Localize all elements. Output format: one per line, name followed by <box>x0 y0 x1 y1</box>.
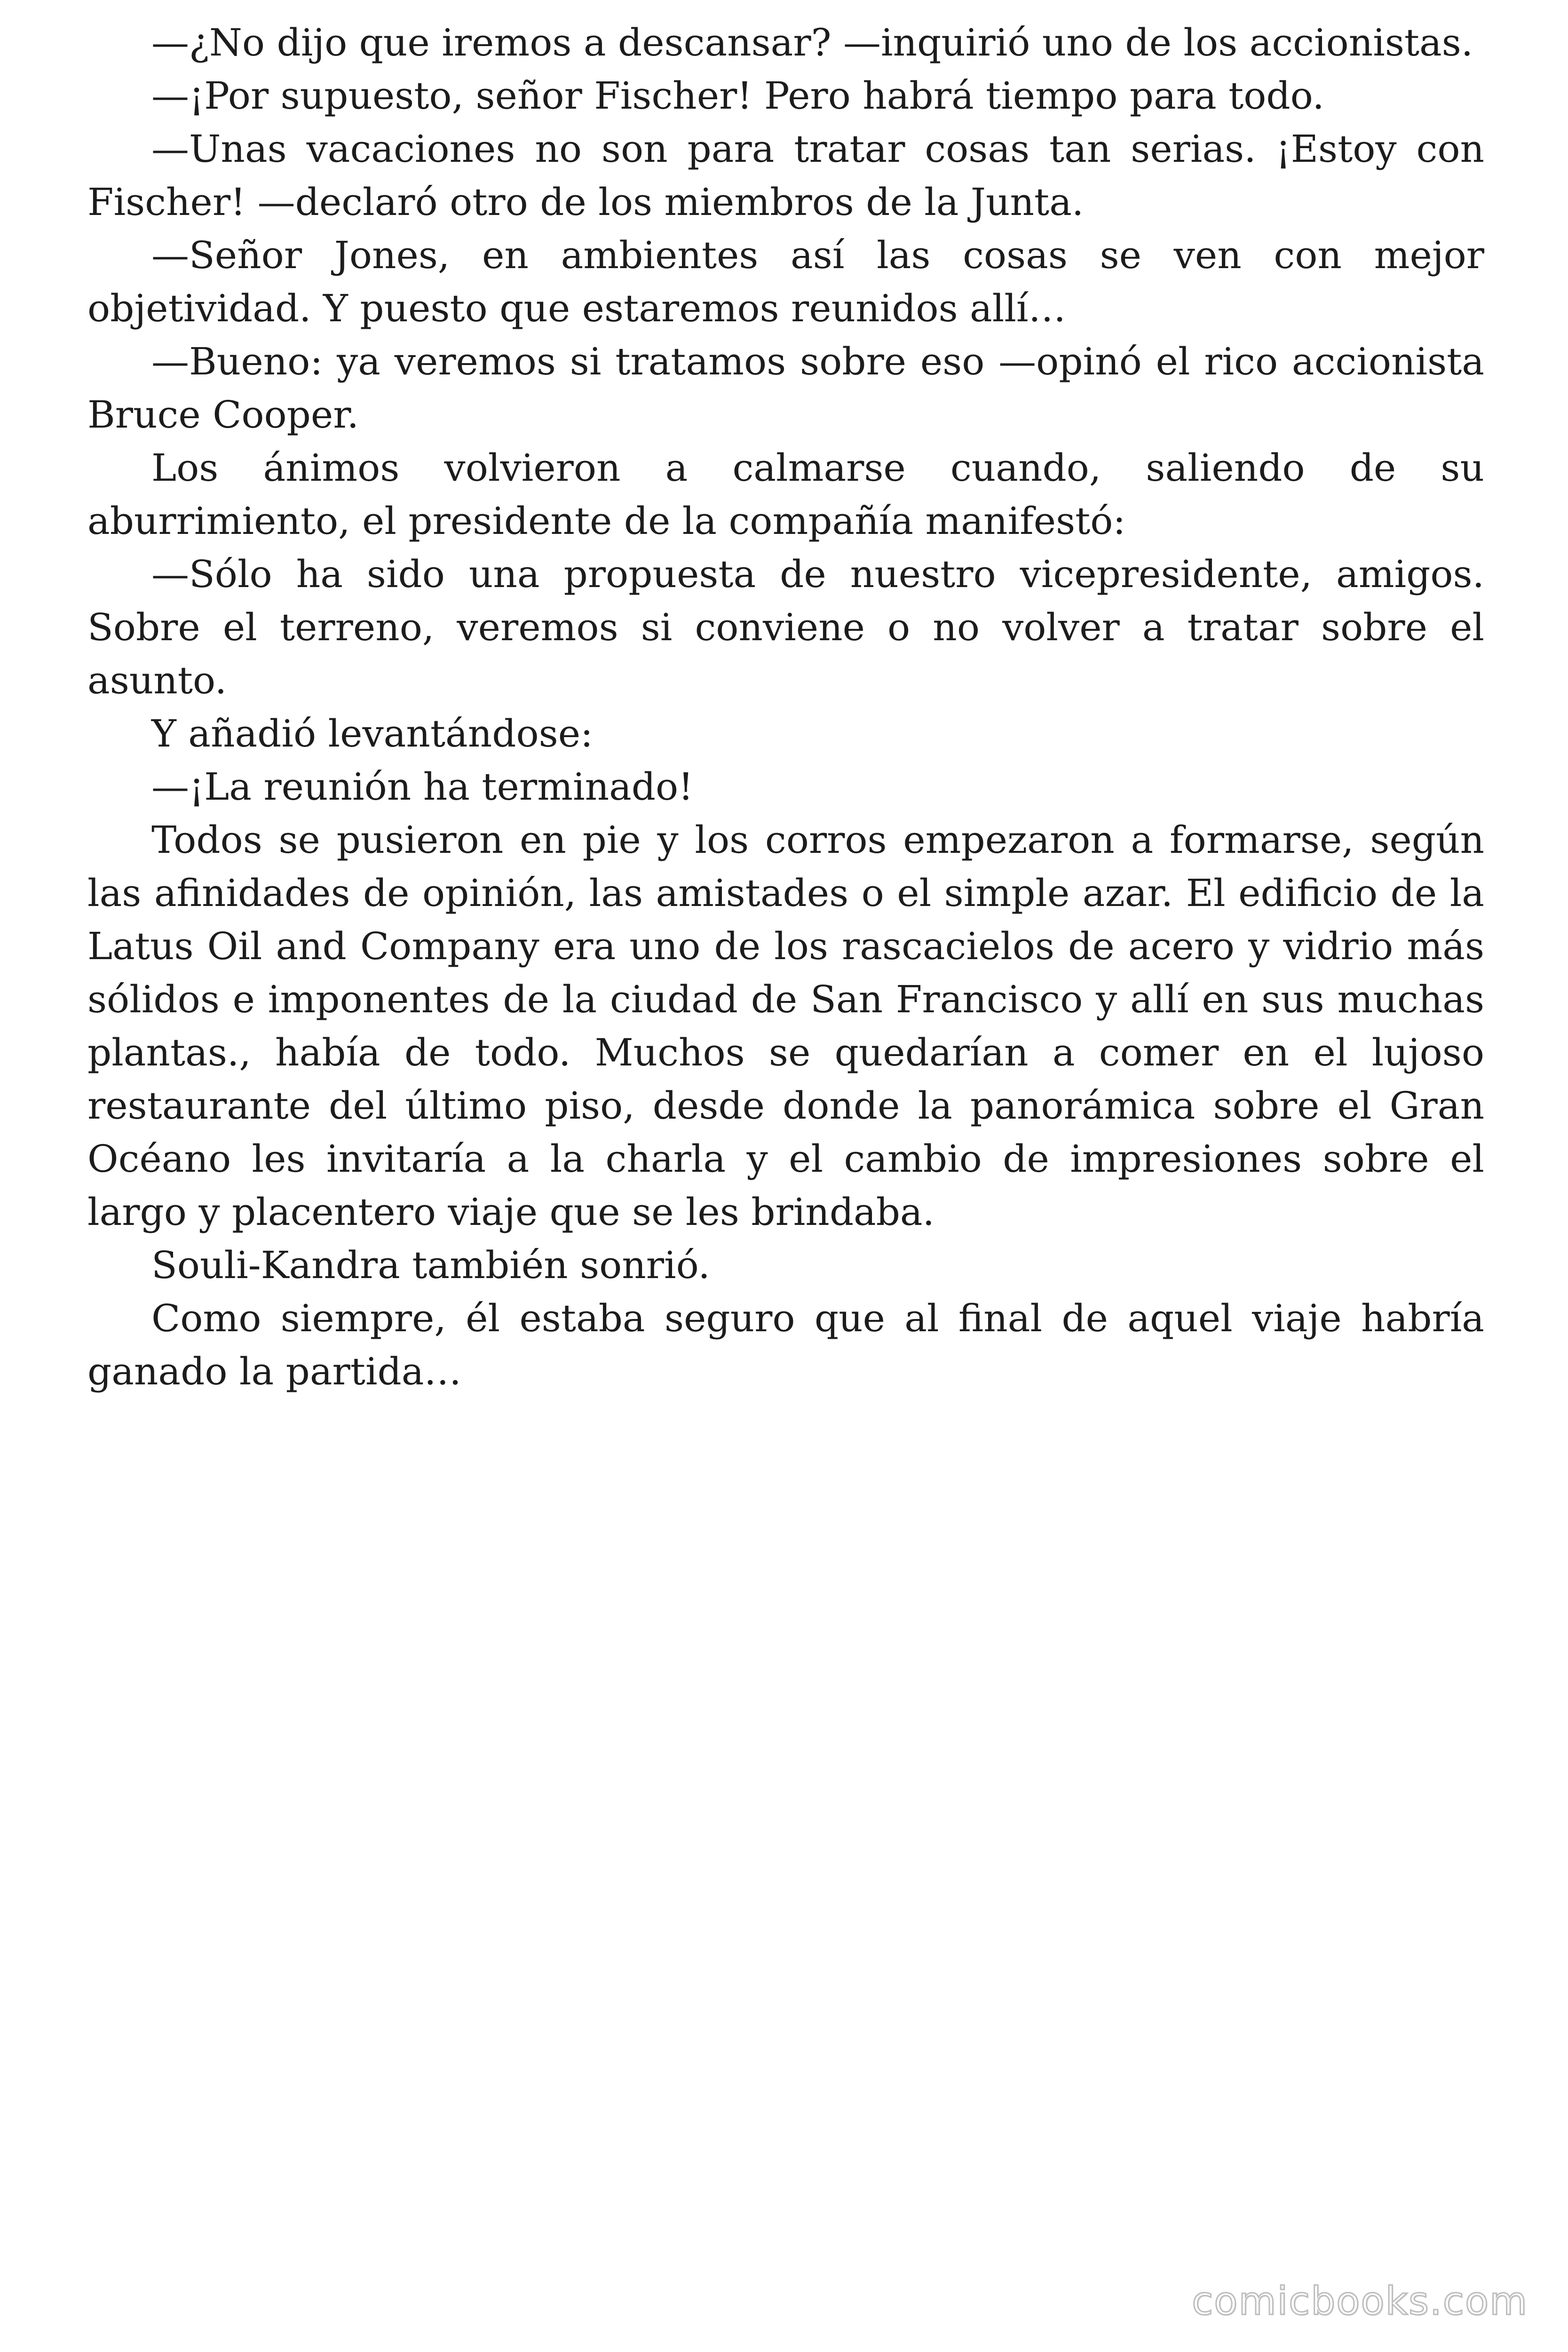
paragraph-3: —Unas vacaciones no son para tratar cosas tan serias. ¡Estoy con Fischer! —declaró otro de los miembros de la Junta. <box>87 127 1484 224</box>
paragraph-10: Todos se pusieron en pie y los corros empezaron a formarse, según las afinidades de opinión, las amistades o el simple azar. El edificio de la Latus Oil and Company era uno de los rascacielos de acero y vidrio más sólidos e imponentes de la ciudad de San Francisco y allí en sus muchas plantas., había de todo. Muchos se quedarían a comer en el lujoso restaurante del último piso, desde donde la panorámica sobre el Gran Océano les invitaría a la charla y el cambio de impresiones sobre el largo y placentero viaje que se les brindaba. <box>87 818 1484 1234</box>
paragraph-7: —Sólo ha sido una propuesta de nuestro vicepresidente, amigos. Sobre el terreno, veremos si conviene o no volver a tratar sobre el asunto. <box>87 552 1484 702</box>
paragraph-8: Y añadió levantándose: <box>151 712 593 755</box>
watermark: comicbooks.com <box>1192 2279 1528 2324</box>
paragraph-6: Los ánimos volvieron a calmarse cuando, saliendo de su aburrimiento, el presidente de la compañía manifestó: <box>87 446 1484 543</box>
paragraph-4: —Señor Jones, en ambientes así las cosas se ven con mejor objetividad. Y puesto que estaremos reunidos allí… <box>87 233 1484 330</box>
paragraph-5: —Bueno: ya veremos si tratamos sobre eso —opinó el rico accionista Bruce Cooper. <box>87 340 1484 437</box>
paragraph-1: —¿No dijo que iremos a descansar? —inquirió uno de los accionistas. <box>151 21 1473 64</box>
paragraph-9: —¡La reunión ha terminado! <box>151 765 694 809</box>
paragraph-2: —¡Por supuesto, señor Fischer! Pero habrá tiempo para todo. <box>151 74 1324 118</box>
body-text <box>87 16 1484 1398</box>
paragraph-12: Como siempre, él estaba seguro que al final de aquel viaje habría ganado la partida… <box>87 1296 1484 1393</box>
paragraph-11: Souli-Kandra también sonrió. <box>151 1243 710 1287</box>
